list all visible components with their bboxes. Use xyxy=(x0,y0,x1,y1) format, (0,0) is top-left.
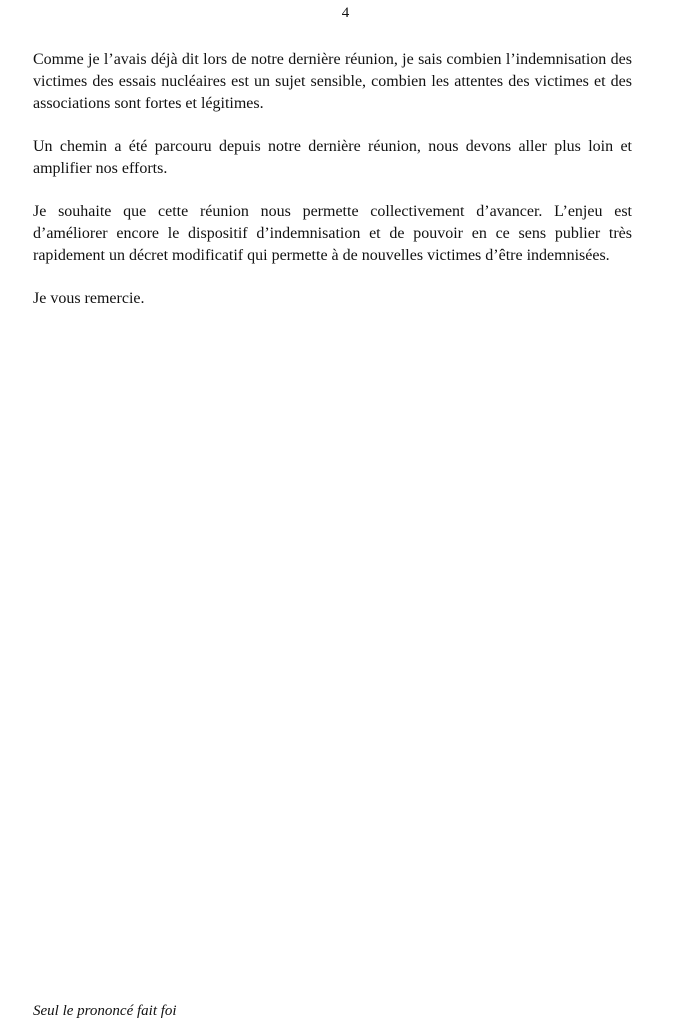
footer-disclaimer: Seul le prononcé fait foi xyxy=(33,1003,177,1019)
document-body xyxy=(33,49,632,331)
page-number: 4 xyxy=(341,5,350,21)
paragraph-1: Comme je l’avais déjà dit lors de notre dernière réunion, je sais combien l’indemnisation des victimes des essais nucléaires est un sujet sensible, combien les attentes des victimes et des associations sont fortes et légitimes. xyxy=(33,51,632,112)
paragraph-2: Un chemin a été parcouru depuis notre dernière réunion, nous devons aller plus loin et amplifier nos efforts. xyxy=(33,138,632,177)
paragraph-closing: Je vous remercie. xyxy=(33,290,145,307)
paragraph-3: Je souhaite que cette réunion nous permette collectivement d’avancer. L’enjeu est d’améliorer encore le dispositif d’indemnisation et de pouvoir en ce sens publier très rapidement un décret modificatif qui permette à de nouvelles victimes d’être indemnisées. xyxy=(33,203,632,264)
